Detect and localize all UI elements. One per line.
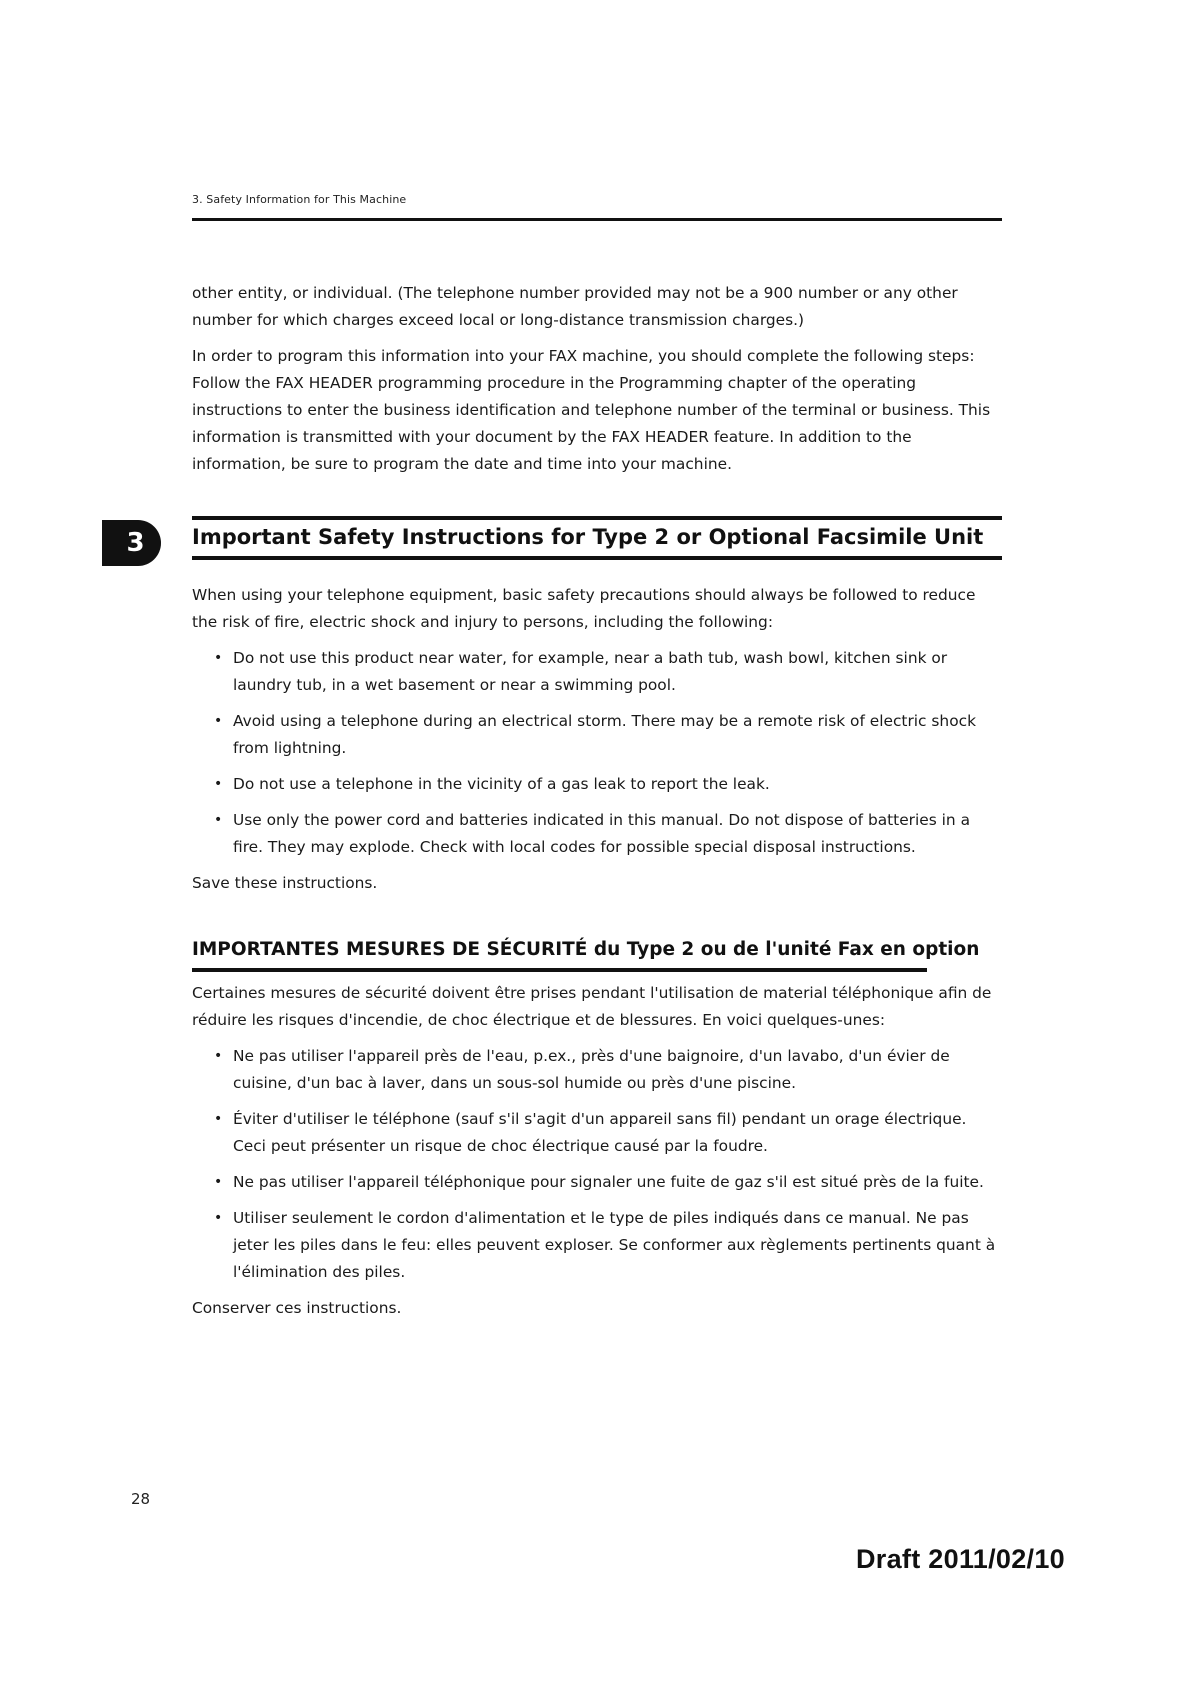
section-fr-rule <box>192 968 927 972</box>
list-item-text: Éviter d'utiliser le téléphone (sauf s'il s'agit d'un appareil sans fil) pendant un orage électrique. Ceci peut présenter un risque de choc électrique causé par la foudre. <box>233 1110 967 1155</box>
section-fr-lead: Certaines mesures de sécurité doivent être prises pendant l'utilisation de material téléphonique afin de réduire les risques d'incendie, de choc électrique et de blessures. En voici quelques-unes: <box>192 984 992 1029</box>
bullet-icon: • <box>214 1174 223 1190</box>
bullet-icon: • <box>214 713 223 729</box>
section-rule-top <box>192 516 1002 520</box>
bullet-icon: • <box>214 776 223 792</box>
section-en-body <box>192 582 1004 906</box>
list-item <box>192 1043 1004 1097</box>
intro-paragraph: other entity, or individual. (The telephone number provided may not be a 900 number or any other number for which charges exceed local or long-distance transmission charges.) <box>192 284 958 329</box>
list-item <box>192 771 1004 798</box>
bullet-icon: • <box>214 1111 223 1127</box>
header-rule <box>192 218 1002 221</box>
list-item <box>192 645 1004 699</box>
section-title-fr: IMPORTANTES MESURES DE SÉCURITÉ du Type 2 ou de l'unité Fax en option <box>192 939 980 960</box>
list-item-text: Utiliser seulement le cordon d'alimentation et le type de piles indiqués dans ce manual. Ne pas jeter les piles dans le feu: elles peuvent exploser. Se conformer aux règlements pertinents quant à l'élimination des piles. <box>233 1209 996 1281</box>
intro-paragraph: In order to program this information into your FAX machine, you should complete the following steps: Follow the FAX HEADER programming procedure in the Programming chapter of the operating instructions to enter the business identification and telephone number of the terminal or business. This information is transmitted with your document by the FAX HEADER feature. In addition to the information, be sure to program the date and time into your machine. <box>192 347 991 473</box>
section-en-closing: Save these instructions. <box>192 874 378 892</box>
list-item-text: Ne pas utiliser l'appareil téléphonique pour signaler une fuite de gaz s'il est situé près de la fuite. <box>233 1173 984 1191</box>
section-en-lead: When using your telephone equipment, basic safety precautions should always be followed to reduce the risk of fire, electric shock and injury to persons, including the following: <box>192 586 976 631</box>
section-title-en: Important Safety Instructions for Type 2 or Optional Facsimile Unit <box>192 525 984 549</box>
draft-stamp: Draft 2011/02/10 <box>856 1544 1065 1574</box>
section-fr-closing: Conserver ces instructions. <box>192 1299 402 1317</box>
list-item-text: Ne pas utiliser l'appareil près de l'eau, p.ex., près d'une baignoire, d'un lavabo, d'un évier de cuisine, d'un bac à laver, dans un sous-sol humide ou près d'une piscine. <box>233 1047 950 1092</box>
list-item <box>192 1205 1004 1286</box>
section-fr-bullet-list <box>192 1043 1004 1286</box>
bullet-icon: • <box>214 1048 223 1064</box>
list-item <box>192 708 1004 762</box>
section-en-bullet-list <box>192 645 1004 861</box>
page-number: 28 <box>131 1490 151 1508</box>
list-item-text: Do not use a telephone in the vicinity of a gas leak to report the leak. <box>233 775 770 793</box>
bullet-icon: • <box>214 812 223 828</box>
list-item-text: Do not use this product near water, for example, near a bath tub, wash bowl, kitchen sink or laundry tub, in a wet basement or near a swimming pool. <box>233 649 948 694</box>
running-header: 3. Safety Information for This Machine <box>192 193 407 206</box>
section-fr-body <box>192 980 1004 1331</box>
chapter-tab: 3 <box>102 520 161 566</box>
section-rule-bottom <box>192 556 1002 560</box>
list-item-text: Avoid using a telephone during an electrical storm. There may be a remote risk of electric shock from lightning. <box>233 712 976 757</box>
list-item-text: Use only the power cord and batteries indicated in this manual. Do not dispose of batteries in a fire. They may explode. Check with local codes for possible special disposal instructions. <box>233 811 971 856</box>
list-item <box>192 1106 1004 1160</box>
list-item <box>192 1169 1004 1196</box>
bullet-icon: • <box>214 650 223 666</box>
bullet-icon: • <box>214 1210 223 1226</box>
list-item <box>192 807 1004 861</box>
intro-block <box>192 280 1004 487</box>
